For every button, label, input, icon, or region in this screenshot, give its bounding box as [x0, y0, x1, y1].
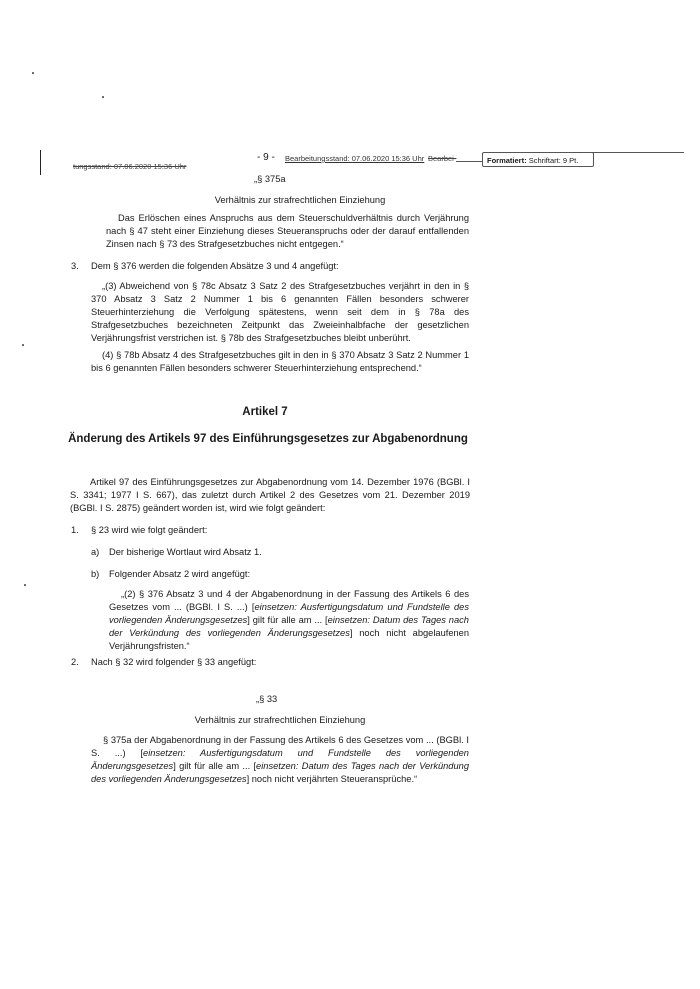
- artikel7-intro: Artikel 97 des Einführungsgesetzes zur Abgabenordnung vom 14. Dezember 1976 (BGBl. I S. 3341; 1977 I S. 667), das zuletzt durch Artikel 2 des Gesetzes vom 21. Dezember 2019 (BGBl. I S. 2875) geändert worden ist, wird wie folgt geändert:: [70, 477, 470, 513]
- s375a-text: Das Erlöschen eines Anspruchs aus dem Steuerschuldverhältnis durch Verjährung nach § 47 steht einer Einziehung dieses Steueranspruchs oder der darauf entfallenden Zinsen nach § 73 des Strafgesetzbuches nicht entgegen.“: [106, 213, 469, 249]
- item2-paragraph-insert1: einsetzen: Ausfertigungsdatum und Fundstelle des vorliegenden Änderungsgesetzes: [91, 748, 469, 771]
- comment-text: Schriftart: 9 Pt.: [528, 156, 579, 165]
- item1-quote-part1: „(2) § 376 Absatz 3 und 4 der Abgabenordnung in der Fassung des Artikels 6 des Gesetzes vom ... (BGBl. I S. ...) [: [109, 589, 469, 612]
- item1-quote-insert2: einsetzen: Datum des Tages nach der Verkündung des vorliegenden Änderungsgesetzes: [109, 615, 469, 638]
- item1-a-text: Der bisherige Wortlaut wird Absatz 1.: [109, 547, 262, 557]
- comment-balloon[interactable]: [482, 152, 594, 167]
- scan-speck: [32, 72, 34, 74]
- item2-title: Verhältnis zur strafrechtlichen Einziehung: [194, 715, 366, 725]
- scan-speck: [22, 344, 24, 346]
- item1-b-text: Folgender Absatz 2 wird angefügt:: [109, 569, 251, 579]
- artikel7-label: Artikel 7: [242, 406, 288, 418]
- new-stand: Bearbeitungsstand: 07.06.2020 15:36 Uhr: [285, 154, 425, 163]
- item3-number: 3.: [71, 261, 79, 271]
- s375a-title: Verhältnis zur strafrechtlichen Einziehung: [214, 195, 386, 205]
- scan-speck: [102, 96, 104, 98]
- comment-label: Formatiert:: [487, 156, 527, 165]
- item2-heading: „§ 33: [256, 694, 278, 704]
- item3-absatz4: (4) § 78b Absatz 4 des Strafgesetzbuches gilt in den in § 370 Absatz 3 Satz 2 Nummer 1 bis 6 genannten Fällen besonders schwerer Steuerhinterziehung entsprechend.“: [91, 350, 469, 373]
- item1-quote: [109, 588, 469, 653]
- item1-quote-part5: ] noch nicht abgelaufenen Verjährungsfristen.“: [109, 628, 469, 651]
- item2-paragraph: [91, 734, 469, 786]
- item2-paragraph-part5: ] noch nicht verjährten Steueransprüche.“: [246, 774, 418, 784]
- item2-paragraph-part1: § 375a der Abgabenordnung in der Fassung des Artikels 6 des Gesetzes vom ... (BGBl. I S. ...) [: [91, 735, 469, 758]
- item1-text: § 23 wird wie folgt geändert:: [91, 525, 208, 535]
- old-stand-suffix: Bearbei-: [428, 154, 457, 163]
- s375a-heading: „§ 375a: [254, 174, 286, 184]
- item1-number: 1.: [71, 525, 79, 535]
- item3-text: Dem § 376 werden die folgenden Absätze 3 und 4 angefügt:: [91, 261, 339, 271]
- item2-text: Nach § 32 wird folgender § 33 angefügt:: [91, 657, 257, 667]
- page-number: - 9 -: [257, 152, 275, 163]
- old-stand-prefix: tungsstand: 07.06.2020 15:36 Uhr: [73, 162, 187, 171]
- comment-line: [580, 152, 684, 153]
- item2-number: 2.: [71, 657, 79, 667]
- item2-paragraph-insert2: einsetzen: Datum des Tages nach der Verkündung des vorliegenden Änderungsgesetzes: [91, 761, 469, 784]
- item1-quote-part3: ] gilt für alle am ... [: [247, 615, 328, 625]
- artikel7-title: Änderung des Artikels 97 des Einführungsgesetzes zur Abgabenordnung: [68, 433, 468, 445]
- item1-b-label: b): [91, 569, 100, 579]
- change-bar: [40, 150, 41, 175]
- item2-paragraph-part3: ] gilt für alle am ... [: [173, 761, 257, 771]
- comment-connector: [456, 161, 482, 162]
- scan-speck: [24, 584, 26, 586]
- item1-quote-insert1: einsetzen: Ausfertigungsdatum und Fundstelle des vorliegenden Änderungsgesetzes: [109, 602, 469, 625]
- item3-absatz3: „(3) Abweichend von § 78c Absatz 3 Satz 2 des Strafgesetzbuches verjährt in den in § 370 Absatz 3 Satz 2 Nummer 1 bis 6 genannten Fällen besonders schwerer Steuerhinterziehung die Verfolgung spätestens, wenn seit dem in § 78a des Strafgesetzbuches bezeichneten Zeitpunkt das Zweieinhalbfache der gesetzlichen Verjährungsfrist verstrichen ist. § 78b des Strafgesetzbuches bleibt unberührt.: [91, 281, 469, 343]
- item1-a-label: a): [91, 547, 100, 557]
